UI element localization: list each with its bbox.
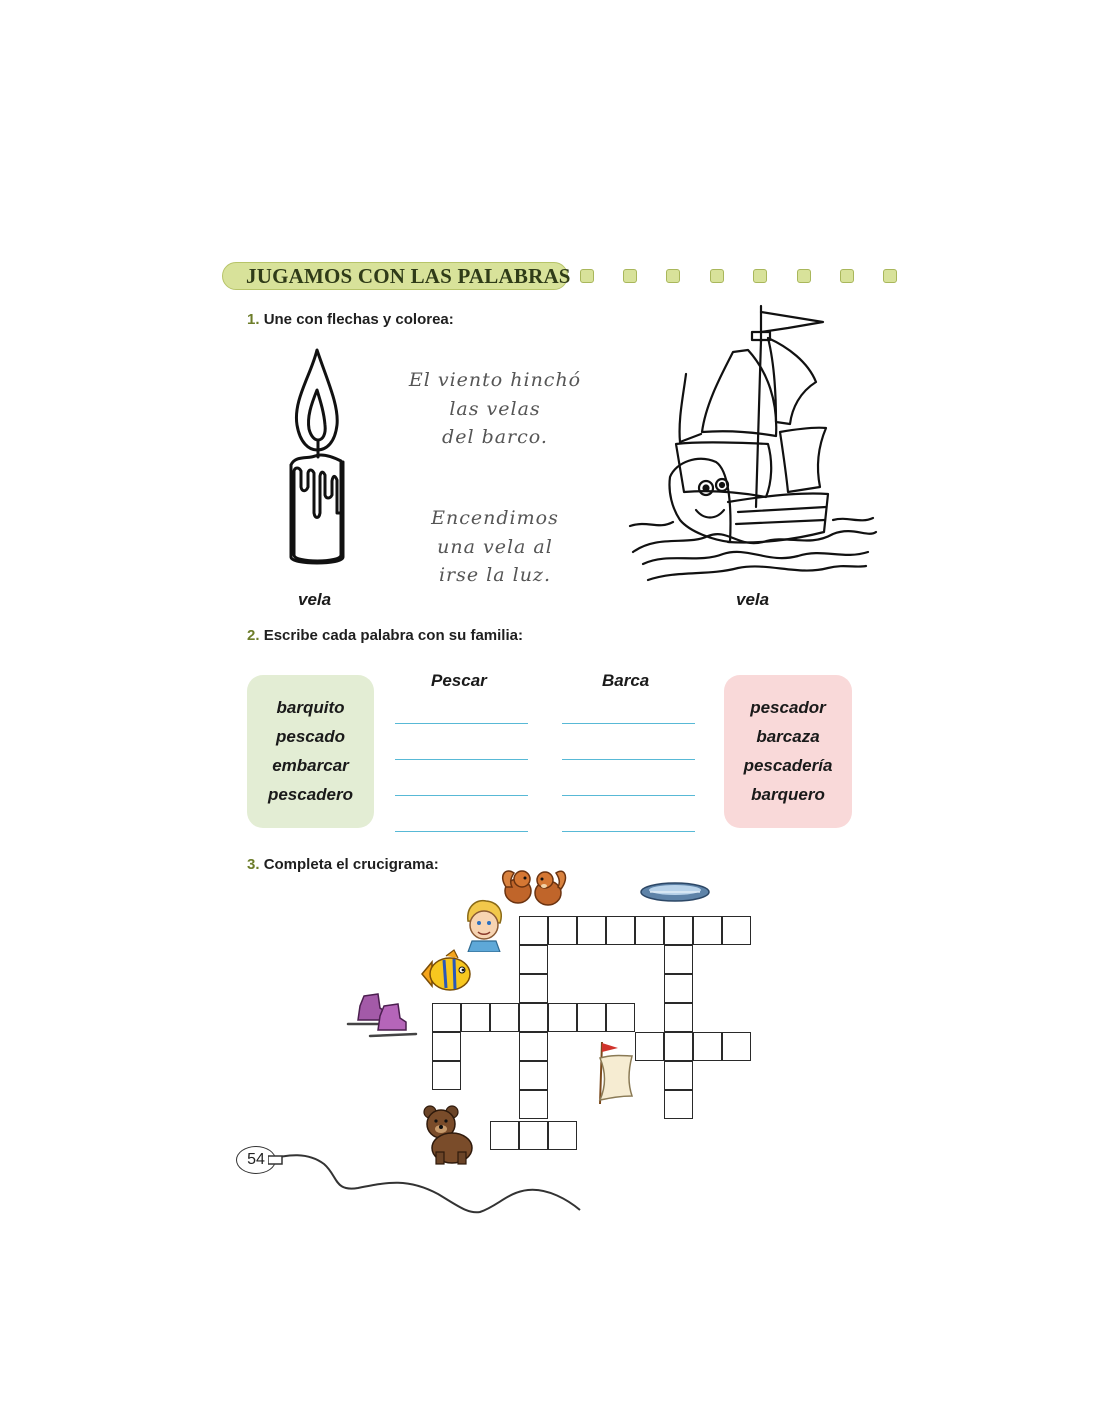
crossword-cell[interactable] <box>519 1090 548 1119</box>
sentence-line: El viento hinchó <box>408 369 582 391</box>
exercise-number: 1. <box>247 311 260 328</box>
crossword-cell[interactable] <box>577 916 606 945</box>
word-item: barquito <box>276 698 345 717</box>
page-number: 54 <box>236 1146 276 1174</box>
writing-line[interactable] <box>562 759 695 760</box>
writing-line[interactable] <box>562 795 695 796</box>
crossword-cell[interactable] <box>432 1061 461 1090</box>
decor-square <box>710 269 724 283</box>
cable-decoration <box>268 1148 588 1214</box>
writing-line[interactable] <box>562 723 695 724</box>
crossword-cell[interactable] <box>490 1121 519 1150</box>
squirrels-icon <box>498 865 573 913</box>
crossword-cell[interactable] <box>548 916 577 945</box>
writing-line[interactable] <box>395 795 528 796</box>
crossword-cell[interactable] <box>693 916 722 945</box>
crossword-cell[interactable] <box>664 1061 693 1090</box>
crossword-cell[interactable] <box>519 1032 548 1061</box>
column-header-pescar: Pescar <box>431 671 487 690</box>
decor-square <box>840 269 854 283</box>
column-header-barca: Barca <box>602 671 650 690</box>
crossword-cell[interactable] <box>606 1003 635 1032</box>
writing-line[interactable] <box>562 831 695 832</box>
writing-line[interactable] <box>395 759 528 760</box>
fish-icon <box>418 948 474 1000</box>
sentence-candle <box>385 504 605 590</box>
crossword-cell[interactable] <box>432 1032 461 1061</box>
crossword-cell[interactable] <box>519 1121 548 1150</box>
sail-icon <box>592 1040 634 1106</box>
crossword-cell[interactable] <box>548 1003 577 1032</box>
decor-square <box>797 269 811 283</box>
crossword-cell[interactable] <box>722 916 751 945</box>
exercise-instruction: Escribe cada palabra con su familia: <box>263 627 523 644</box>
section-title: JUGAMOS CON LAS PALABRAS <box>246 264 571 288</box>
crossword-cell[interactable] <box>635 1032 664 1061</box>
crossword-cell[interactable] <box>693 1032 722 1061</box>
exercise-number: 3. <box>247 856 260 873</box>
crossword-cell[interactable] <box>635 916 664 945</box>
sentence-wind <box>385 366 605 452</box>
sentence-line: las velas <box>449 397 541 420</box>
crossword-cell[interactable] <box>664 916 693 945</box>
exercise-instruction: Une con flechas y colorea: <box>263 311 454 328</box>
decor-square <box>623 269 637 283</box>
crossword-cell[interactable] <box>577 1003 606 1032</box>
crossword-cell[interactable] <box>548 1121 577 1150</box>
word-item: barcaza <box>756 727 820 746</box>
word-item: pescadería <box>743 756 833 775</box>
crossword-cell[interactable] <box>461 1003 490 1032</box>
exercise-1-heading <box>247 311 454 328</box>
crossword-cell[interactable] <box>664 945 693 974</box>
sailing-ship-drawing <box>628 302 878 584</box>
crossword-cell[interactable] <box>664 1090 693 1119</box>
crossword-cell[interactable] <box>664 1003 693 1032</box>
word-label-vela: vela <box>298 590 332 609</box>
boy-face-icon <box>460 897 508 952</box>
crossword-cell[interactable] <box>664 974 693 1003</box>
ice-rink-icon <box>638 878 713 904</box>
crossword-cell[interactable] <box>490 1003 519 1032</box>
word-list-pink <box>724 693 852 809</box>
decor-square <box>883 269 897 283</box>
sentence-line: del barco. <box>442 426 548 448</box>
writing-line[interactable] <box>395 723 528 724</box>
decor-square <box>580 269 594 283</box>
word-list-green <box>247 693 374 809</box>
exercise-2-heading <box>247 627 523 644</box>
sentence-line: una vela al <box>437 535 553 558</box>
word-label-vela: vela <box>736 590 770 609</box>
exercise-number: 2. <box>247 627 260 644</box>
word-item: embarcar <box>272 756 349 775</box>
crossword-cell[interactable] <box>432 1003 461 1032</box>
crossword-cell[interactable] <box>519 1003 548 1032</box>
decor-square <box>666 269 680 283</box>
sentence-line: irse la luz. <box>438 564 551 586</box>
writing-line[interactable] <box>395 831 528 832</box>
crossword-cell[interactable] <box>722 1032 751 1061</box>
exercise-instruction: Completa el crucigrama: <box>263 856 439 873</box>
crossword-cell[interactable] <box>519 916 548 945</box>
exercise-3-heading <box>247 856 439 873</box>
sentence-line: Encendimos <box>431 507 559 529</box>
word-item: pescadero <box>267 785 354 804</box>
word-item: pescador <box>750 698 826 717</box>
word-item: pescado <box>276 727 345 746</box>
ice-skates-icon <box>344 990 424 1042</box>
candle-drawing <box>275 345 355 570</box>
decor-square <box>753 269 767 283</box>
crossword-cell[interactable] <box>664 1032 693 1061</box>
crossword-cell[interactable] <box>519 945 548 974</box>
crossword-cell[interactable] <box>519 974 548 1003</box>
word-item: barquero <box>751 785 825 804</box>
crossword-cell[interactable] <box>606 916 635 945</box>
crossword-cell[interactable] <box>519 1061 548 1090</box>
